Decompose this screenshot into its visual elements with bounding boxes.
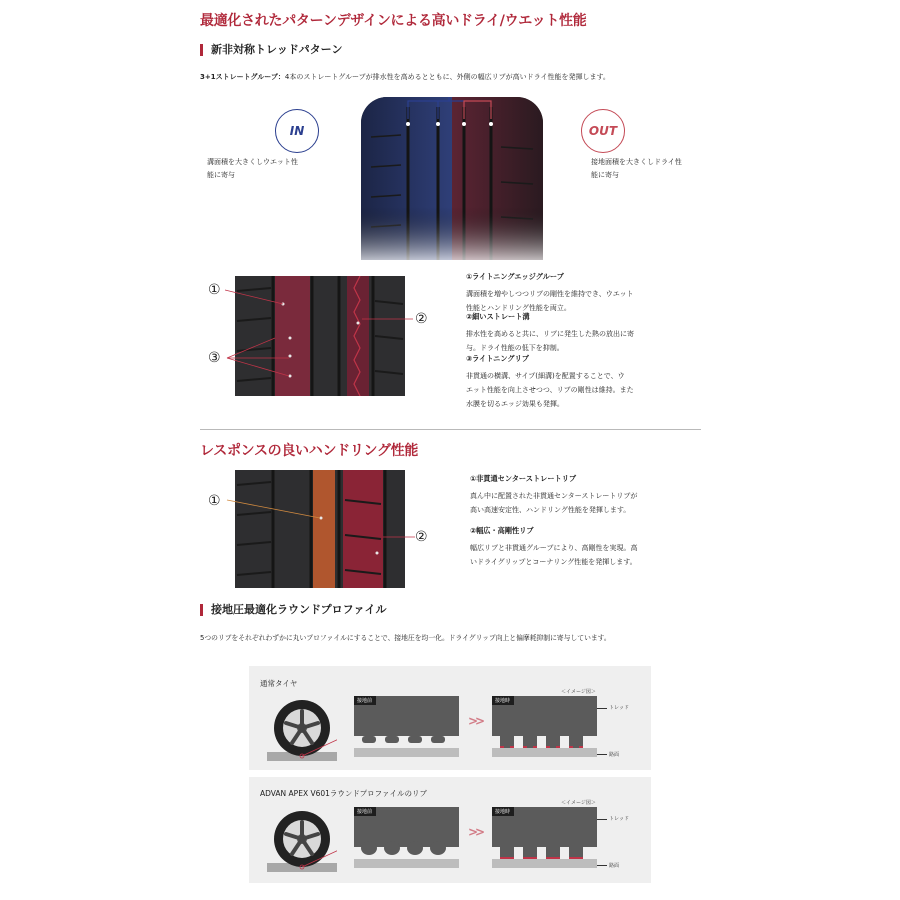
tread-leader: [597, 819, 607, 820]
section3-description: 5つのリブをそれぞれわずかに丸いプロファイルにすることで、接地圧を均一化。ドライグリップ向上と偏摩耗抑制に寄与しています。: [200, 634, 611, 642]
out-desc-line: 接地面積を大きくしドライ性: [591, 158, 682, 166]
item-body: [470, 541, 670, 569]
section1-heading: 最適化されたパターンデザインによる高いドライ/ウエット性能: [200, 13, 587, 29]
item-title: ②細いストレート溝: [466, 312, 530, 321]
intro-text: 4本のストレートグルーブが排水性を高めるとともに、外側の幅広リブが高いドライ性能を発揮します。: [284, 73, 610, 81]
out-badge: [581, 109, 625, 153]
section3-subheading: 接地圧最適化ラウンドプロファイル: [200, 604, 386, 616]
tread-before-contact: [354, 807, 459, 872]
tread-leader: [597, 708, 607, 709]
item-title: ①非貫通センターストレートリブ: [470, 474, 577, 483]
chevron-right-icon: >>: [468, 825, 483, 839]
out-description: [591, 156, 682, 182]
item-body: [470, 489, 670, 517]
panel-title: ADVAN APEX V601ラウンドプロファイルのリブ: [260, 789, 428, 798]
out-label: OUT: [588, 124, 618, 138]
tread-after-contact: [492, 807, 597, 872]
section-divider: [200, 429, 701, 430]
callout-2: ②: [415, 311, 428, 327]
road-label: 路面: [609, 863, 620, 869]
tread-after-contact: [492, 696, 597, 761]
wheel-icon: [267, 696, 337, 766]
item-body: [466, 369, 666, 411]
item-line: エット性能を向上させつつ、リブの剛性は維持。また: [466, 386, 634, 394]
after-label: 接地時: [495, 698, 511, 704]
item-title: ①ライトニングエッジグルーブ: [466, 272, 564, 281]
item-line: 与。ドライ性能の低下を抑制。: [466, 344, 564, 352]
panel-title: 通常タイヤ: [260, 679, 298, 688]
profile-panel-standard: [249, 666, 651, 770]
road-label: 路面: [609, 752, 620, 758]
callout-2: ②: [415, 529, 428, 545]
section2-item-list: [470, 474, 670, 569]
in-description: [207, 156, 298, 182]
after-label: 接地時: [495, 809, 511, 815]
before-label: 接地前: [357, 698, 373, 704]
in-label: IN: [289, 124, 305, 138]
callout-1: ①: [208, 493, 221, 509]
tread-label: トレッド: [609, 705, 629, 711]
item-body: [466, 327, 666, 355]
out-desc-line: 能に寄与: [591, 171, 619, 179]
image-note: ＜イメージ図＞: [561, 800, 596, 806]
tread-label: トレッド: [609, 816, 629, 822]
callout-lines-1: [205, 276, 435, 396]
item-title: ②幅広・高剛性リブ: [470, 526, 534, 535]
intro-label: 3+1ストレートグルーブ：: [200, 73, 285, 81]
item-line: いドライグリップとコーナリング性能を発揮します。: [470, 558, 637, 566]
road-leader: [597, 865, 607, 866]
item-line: 排水性を高めると共に、リブに発生した熱の放出に寄: [466, 330, 634, 338]
section1-subheading: 新非対称トレッドパターン: [200, 44, 342, 56]
item-title: ③ライトニングリブ: [466, 354, 529, 363]
callout-lines-2: [205, 470, 435, 588]
image-note: ＜イメージ図＞: [561, 689, 596, 695]
section1-item-list: [466, 272, 666, 411]
callout-1: ①: [208, 282, 221, 298]
tread-pattern-illustration: [361, 97, 543, 260]
wheel-icon: [267, 807, 337, 877]
item-line: 水膜を切るエッジ効果も発揮。: [466, 400, 564, 408]
item-line: 幅広リブと非貫通グルーブにより、高剛性を実現。高: [470, 544, 638, 552]
in-desc-line: 溝面積を大きくしウエット性: [207, 158, 298, 166]
road-leader: [597, 754, 607, 755]
intro-line: [200, 71, 610, 84]
tread-pattern-photo: [361, 97, 543, 260]
item-line: 高い高速安定性、ハンドリング性能を発揮します。: [470, 506, 631, 514]
before-label: 接地前: [357, 809, 373, 815]
callout-3: ③: [208, 350, 221, 366]
tread-before-contact: [354, 696, 459, 761]
profile-panel-v601: [249, 777, 651, 883]
item-line: 真ん中に配置された非貫通センターストレートリブが: [470, 492, 638, 500]
section2-heading: レスポンスの良いハンドリング性能: [200, 443, 419, 459]
in-desc-line: 能に寄与: [207, 171, 235, 179]
item-line: 性能とハンドリング性能を両立。: [466, 304, 571, 312]
item-line: 溝面積を増やしつつリブの剛性を維持でき、ウエット: [466, 290, 634, 298]
item-line: 非貫通の横溝、サイプ(細溝)を配置することで、ウ: [466, 372, 625, 380]
item-body: [466, 287, 666, 315]
chevron-right-icon: >>: [468, 714, 483, 728]
in-badge: [275, 109, 319, 153]
